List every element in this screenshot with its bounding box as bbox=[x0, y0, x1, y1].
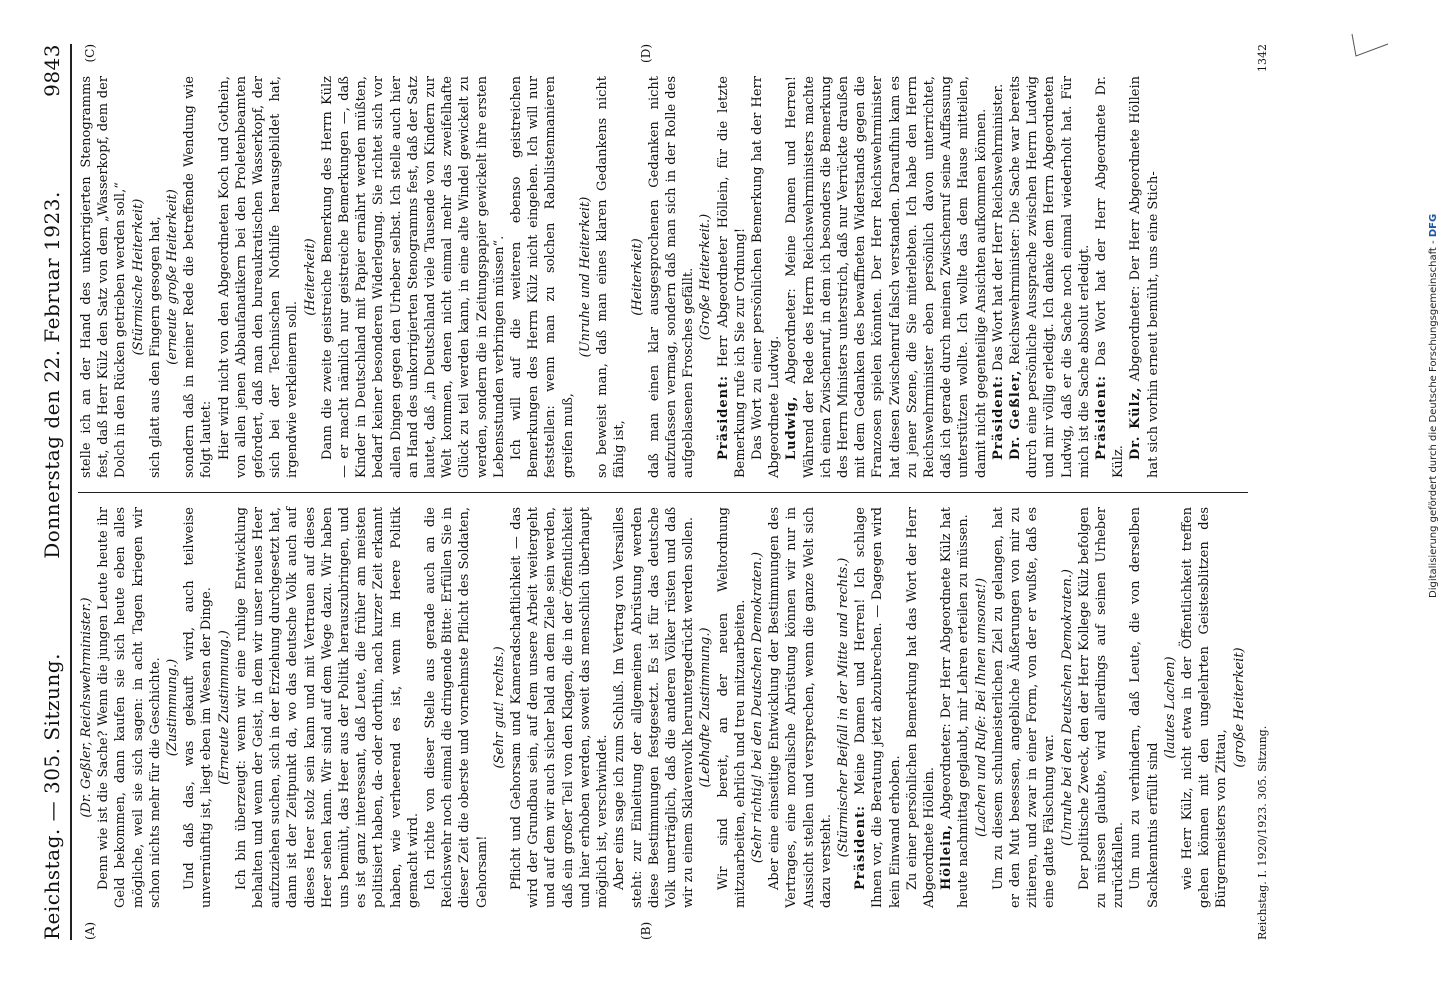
body-paragraph: Das Wort zu einer persönlichen Bemerkung hat der Herr Abgeordnete Ludwig. bbox=[749, 76, 783, 478]
stage-direction: (Lebhafte Zustimmung.) bbox=[698, 627, 714, 788]
body-paragraph: Pflicht und Gehorsam und Kameradschaftlichkeit — das wird der Grundbau sein, auf dem unsere Arbeit weitergeht und auf dem wir auch sicher bald an dem Ziele sein werden, daß ein großer Teil von den Klagen, die in der Öffentlichkeit und hier erhoben werden, soweit das menschlich überhaupt möglich ist, verschwindet. bbox=[509, 507, 611, 908]
digitization-stamp bbox=[1414, 18, 1439, 598]
header-left: Reichstag. — 305. Sitzung. bbox=[40, 653, 64, 940]
body-paragraph: stelle ich an der Hand des unkorrigierten Stenogramms fest, daß Herr Külz den Satz von dem „Wasserkopf, dem der Dolch in den Rücken getrieben werden soll,“ bbox=[79, 76, 129, 478]
body-paragraph: sich glatt aus den Fingern gesogen hat, bbox=[147, 216, 163, 478]
page-footer bbox=[1248, 44, 1269, 940]
speaker-paragraph bbox=[715, 76, 749, 478]
page-header bbox=[40, 44, 72, 940]
body-paragraph: Aber eine einseitige Entwicklung der Bestimmungen des Vertrages, eine moralische Abrüstung können wir nur in Aussicht stellen und versprechen, wenn die ganze Welt sich dazu versteht. bbox=[767, 507, 834, 908]
body-paragraph: sondern daß in meiner Rede die betreffende Wendung wie folgt lautet: bbox=[182, 76, 215, 478]
body-paragraph: Ich richte von dieser Stelle aus gerade auch an die Reichswehr noch einmal die dringende Bitte: Erfüllen Sie in dieser Zeit die oberste und vornehmste Pflicht des Soldaten, Gehorsam! bbox=[423, 507, 490, 908]
stage-direction: (Lachen und Rufe: Bei Ihnen umsonst!) bbox=[973, 577, 989, 838]
body-paragraph: Hier wird nicht von den Abgeordneten Koch und Gothein, von allen jenen Abbaufanatikern bei den Proletenbeamten gefordert, daß man den bureaukratischen Wasserkopf, der sich bei der Technischen Nothilfe herausgebildet hat, irgendwie verkleinern soll. bbox=[216, 76, 301, 478]
stage-direction: (Heiterkeit) bbox=[302, 238, 318, 316]
body-paragraph: Der politische Zweck, den der Herr Kollege Külz befolgen zu müssen glaubte, wird allerdings auf seinen Urheber zurückfallen. bbox=[1076, 507, 1127, 908]
speaker-name: Dr. Külz, bbox=[1128, 386, 1144, 460]
stage-direction: (Stürmische Heiterkeit) bbox=[130, 198, 146, 356]
margin-marker-d: (D) bbox=[639, 44, 653, 63]
speaker-name: Präsident: bbox=[990, 375, 1006, 460]
corner-pencil-mark bbox=[1350, 30, 1390, 60]
speech-text: Reichswehrminister: Die Sache war bereits durch eine persönliche Aussprache zwischen Herrn Ludwig und mir völlig erledigt. Ich danke dem Herrn Abgeordneten Ludwig, daß er die Sache noch einmal wiederholt hat. Für mich ist die Sache absolut erledigt. bbox=[1007, 75, 1092, 478]
body-paragraph: so beweist man, daß man eines klaren Gedankens nicht fähig ist, bbox=[595, 76, 628, 478]
body-paragraph: Aber eins sage ich zum Schluß. Im Vertrag von Versailles steht: zur Einleitung der allgemeinen Abrüstung werden diese Bestimmungen festgesetzt. Es ist für das deutsche Volk unerträglich, daß die anderen Völker rüsten und daß wir zu einem Sklavenvolk heruntergedrückt werden sollen. bbox=[612, 507, 697, 908]
stage-direction: (Unruhe bei den Deutschen Demokraten.) bbox=[1059, 569, 1075, 846]
body-paragraph: Und daß das, was gekauft wird, auch teilweise unvernünftig ist, liegt eben im Wesen der Dinge. bbox=[182, 507, 215, 908]
stage-direction: (Sehr richtig! bei den Deutschen Demokraten.) bbox=[749, 551, 765, 864]
margin-marker-c: (C) bbox=[83, 44, 97, 63]
stage-direction: (Dr. Geßler, Reichswehrminister.) bbox=[79, 597, 94, 818]
speaker-paragraph bbox=[1127, 76, 1161, 478]
speaker-paragraph bbox=[1007, 76, 1093, 478]
body-paragraph: Um zu diesem schulmeisterlichen Ziel zu gelangen, hat er den Mut besessen, angebliche Äußerungen von mir zu zitieren, und zwar in einer Form, von der er wußte, daß es eine glatte Fälschung war. bbox=[990, 507, 1058, 908]
left-column bbox=[78, 492, 1248, 940]
speaker-name: Dr. Geßler, bbox=[1007, 369, 1023, 460]
body-paragraph: daß man einen klar ausgesprochenen Gedanken nicht aufzufassen vermag, sondern daß man sich in der Rolle des aufgeblasenen Frosches gefällt. bbox=[646, 76, 697, 478]
footer-left: Reichstag. I. 1920/1923. 305. Sitzung. bbox=[1255, 725, 1269, 940]
stage-direction: (Stürmischer Beifall in der Mitte und rechts.) bbox=[835, 557, 851, 858]
stage-direction: (Große Heiterkeit.) bbox=[698, 213, 714, 341]
margin-marker-a: (A) bbox=[83, 921, 97, 940]
stage-direction: (erneute große Heiterkeit) bbox=[165, 189, 181, 365]
body-paragraph: Wir sind bereit, an der neuen Weltordnung mitzuarbeiten, ehrlich und treu mitzuarbeiten. bbox=[715, 507, 748, 908]
stage-direction: (Unruhe und Heiterkeit) bbox=[577, 196, 593, 358]
body-paragraph: Zu einer persönlichen Bemerkung hat das Wort der Herr Abgeordnete Höllein. bbox=[904, 507, 937, 908]
speaker-paragraph bbox=[1093, 76, 1127, 478]
speaker-name: Präsident: bbox=[1093, 375, 1109, 460]
text-columns bbox=[78, 44, 1248, 940]
speaker-name: Präsident: bbox=[715, 375, 731, 460]
speaker-name: Höllein, bbox=[939, 823, 955, 890]
margin-marker-b: (B) bbox=[639, 921, 653, 940]
speech-text: Abgeordneter: Der Herr Abgeordnete Höllein hat sich vorhin erneut bemüht, uns eine Stich- bbox=[1128, 76, 1161, 478]
header-center: Donnerstag den 22. Februar 1923. bbox=[40, 191, 64, 559]
stage-direction: (Zustimmung.) bbox=[165, 658, 181, 757]
body-paragraph: Um nun zu verhindern, daß Leute, die von derselben Sachkenntnis erfüllt sind bbox=[1128, 507, 1161, 908]
page-number: 9843 bbox=[40, 44, 64, 97]
dfg-logo: DFG bbox=[1428, 213, 1439, 238]
speech-text: Das Wort hat der Herr Reichswehrminister. bbox=[990, 83, 1006, 371]
speaker-paragraph bbox=[852, 507, 904, 908]
speaker-name: Ludwig, bbox=[784, 395, 800, 460]
body-paragraph: wie Herr Külz, nicht etwa in der Öffentlichkeit treffen gehen können mit den ungelehrten Geistesblitzen des Bürgermeisters von Zittau, bbox=[1180, 507, 1230, 908]
stage-direction: (große Heiterkeit) bbox=[1231, 647, 1247, 768]
speech-text: Herr Abgeordneter Höllein, für die letzte Bemerkung rufe ich Sie zur Ordnung! bbox=[715, 76, 748, 478]
stage-direction: (Sehr gut! rechts.) bbox=[491, 646, 507, 769]
stamp-text: Digitalisierung gefördert durch die Deutsche Forschungsgemeinschaft - bbox=[1428, 240, 1439, 598]
body-paragraph: Ich bin überzeugt: wenn wir eine ruhige Entwicklung behalten und wenn der Geist, in dem wir unser neues Heer aufzuziehen suchen, sich in der Erziehung durchgesetzt hat, dann ist der Zeitpunkt da, wo das deutsche Volk auch auf dieses Heer stolz sein kann und mit Vertrauen auf dieses Heer sehen kann. Wir sind auf dem Wege dazu. Wir haben uns bemüht, das Heer aus der Politik herauszubringen, und es ist ganz interessant, daß Leute, die früher am meisten politisiert haben, da- oder dorthin, nach kurzer Zeit erkannt haben, wie verheerend es ist, wenn im Heere Politik gemacht wird. bbox=[233, 507, 421, 908]
body-paragraph: Ich will auf die weiteren ebenso geistreichen Bemerkungen des Herrn Külz nicht eingehen. Ich will nur feststellen: wenn man zu solchen Rabulistenmanieren greifen muß, bbox=[509, 76, 576, 478]
body-paragraph: Denn wie ist die Sache? Wenn die jungen Leute heute ihr Geld bekommen, dann kaufen sie sich heute eben alles mögliche, weil sie sich sagen: in acht Tagen kriegen wir schon nichts mehr für die Geschichte. bbox=[96, 507, 163, 908]
speech-text: Meine Damen und Herren! Ich schlage Ihnen vor, die Beratung jetzt abzubrechen. — Dagegen wird kein Einwand erhoben. bbox=[853, 506, 903, 908]
speaker-name: Präsident: bbox=[853, 805, 869, 890]
speaker-paragraph bbox=[783, 76, 989, 478]
speech-text: Abgeordneter: Der Herr Abgeordnete Külz hat heute nachmittag geglaubt, mir Lehren erteilen zu müssen. bbox=[939, 507, 972, 908]
body-paragraph: Dann die zweite geistreiche Bemerkung des Herrn Külz — er macht nämlich nur geistreiche Bemerkungen —, daß Kinder in Deutschland mit Papier ernährt werden müßten, bedarf keiner besonderen Widerlegung. Sie richtet sich vor allen Dingen gegen den Urheber selbst. Ich stelle auch hier an Hand des unkorrigierten Stenogramms fest, daß der Satz lautet, daß „in Deutschland viele Tausende von Kindern zur Welt kommen, denen nicht einmal mehr das zweifelhafte Glück zu teil werden kann, in eine alte Windel gewickelt zu werden, sondern die in Zeitungspapier gewickelt ihre ersten Lebensstunden verbringen müssen“. bbox=[319, 76, 507, 478]
speech-text: Das Wort hat der Herr Abgeordnete Dr. Külz. bbox=[1093, 76, 1127, 478]
speaker-paragraph bbox=[938, 507, 972, 908]
stage-direction: (Erneute Zustimmung.) bbox=[216, 630, 232, 785]
speech-text: Abgeordneter: Meine Damen und Herren! Während der Rede des Herrn Reichswehrministers machte ich einen Zwischenruf, in dem ich besonders die Bemerkung des Herrn Ministers unterstrich, daß nur Verrückte draußen mit dem Gedanken des bewaffneten Widerstands gegen die Franzosen spielen könnten. Der Herr Reichswehrminister hat diesen Zwischenruf falsch verstanden. Daraufhin kam es zu jener Szene, die Sie miterlebten. Ich habe den Herrn Reichswehrminister eben persönlich davon unterrichtet, daß ich gerade durch meinen Zwischenruf seine Auffassung unterstützen wollte. Ich wollte das dem Hause mitteilen, damit nicht gegenteilige Ansichten aufkommen können. bbox=[784, 76, 989, 478]
footer-right: 1342 bbox=[1255, 44, 1269, 72]
speaker-paragraph bbox=[990, 76, 1007, 478]
stage-direction: (Heiterkeit) bbox=[629, 238, 645, 316]
right-column bbox=[78, 44, 1248, 492]
stage-direction: (lautes Lachen) bbox=[1162, 656, 1178, 759]
